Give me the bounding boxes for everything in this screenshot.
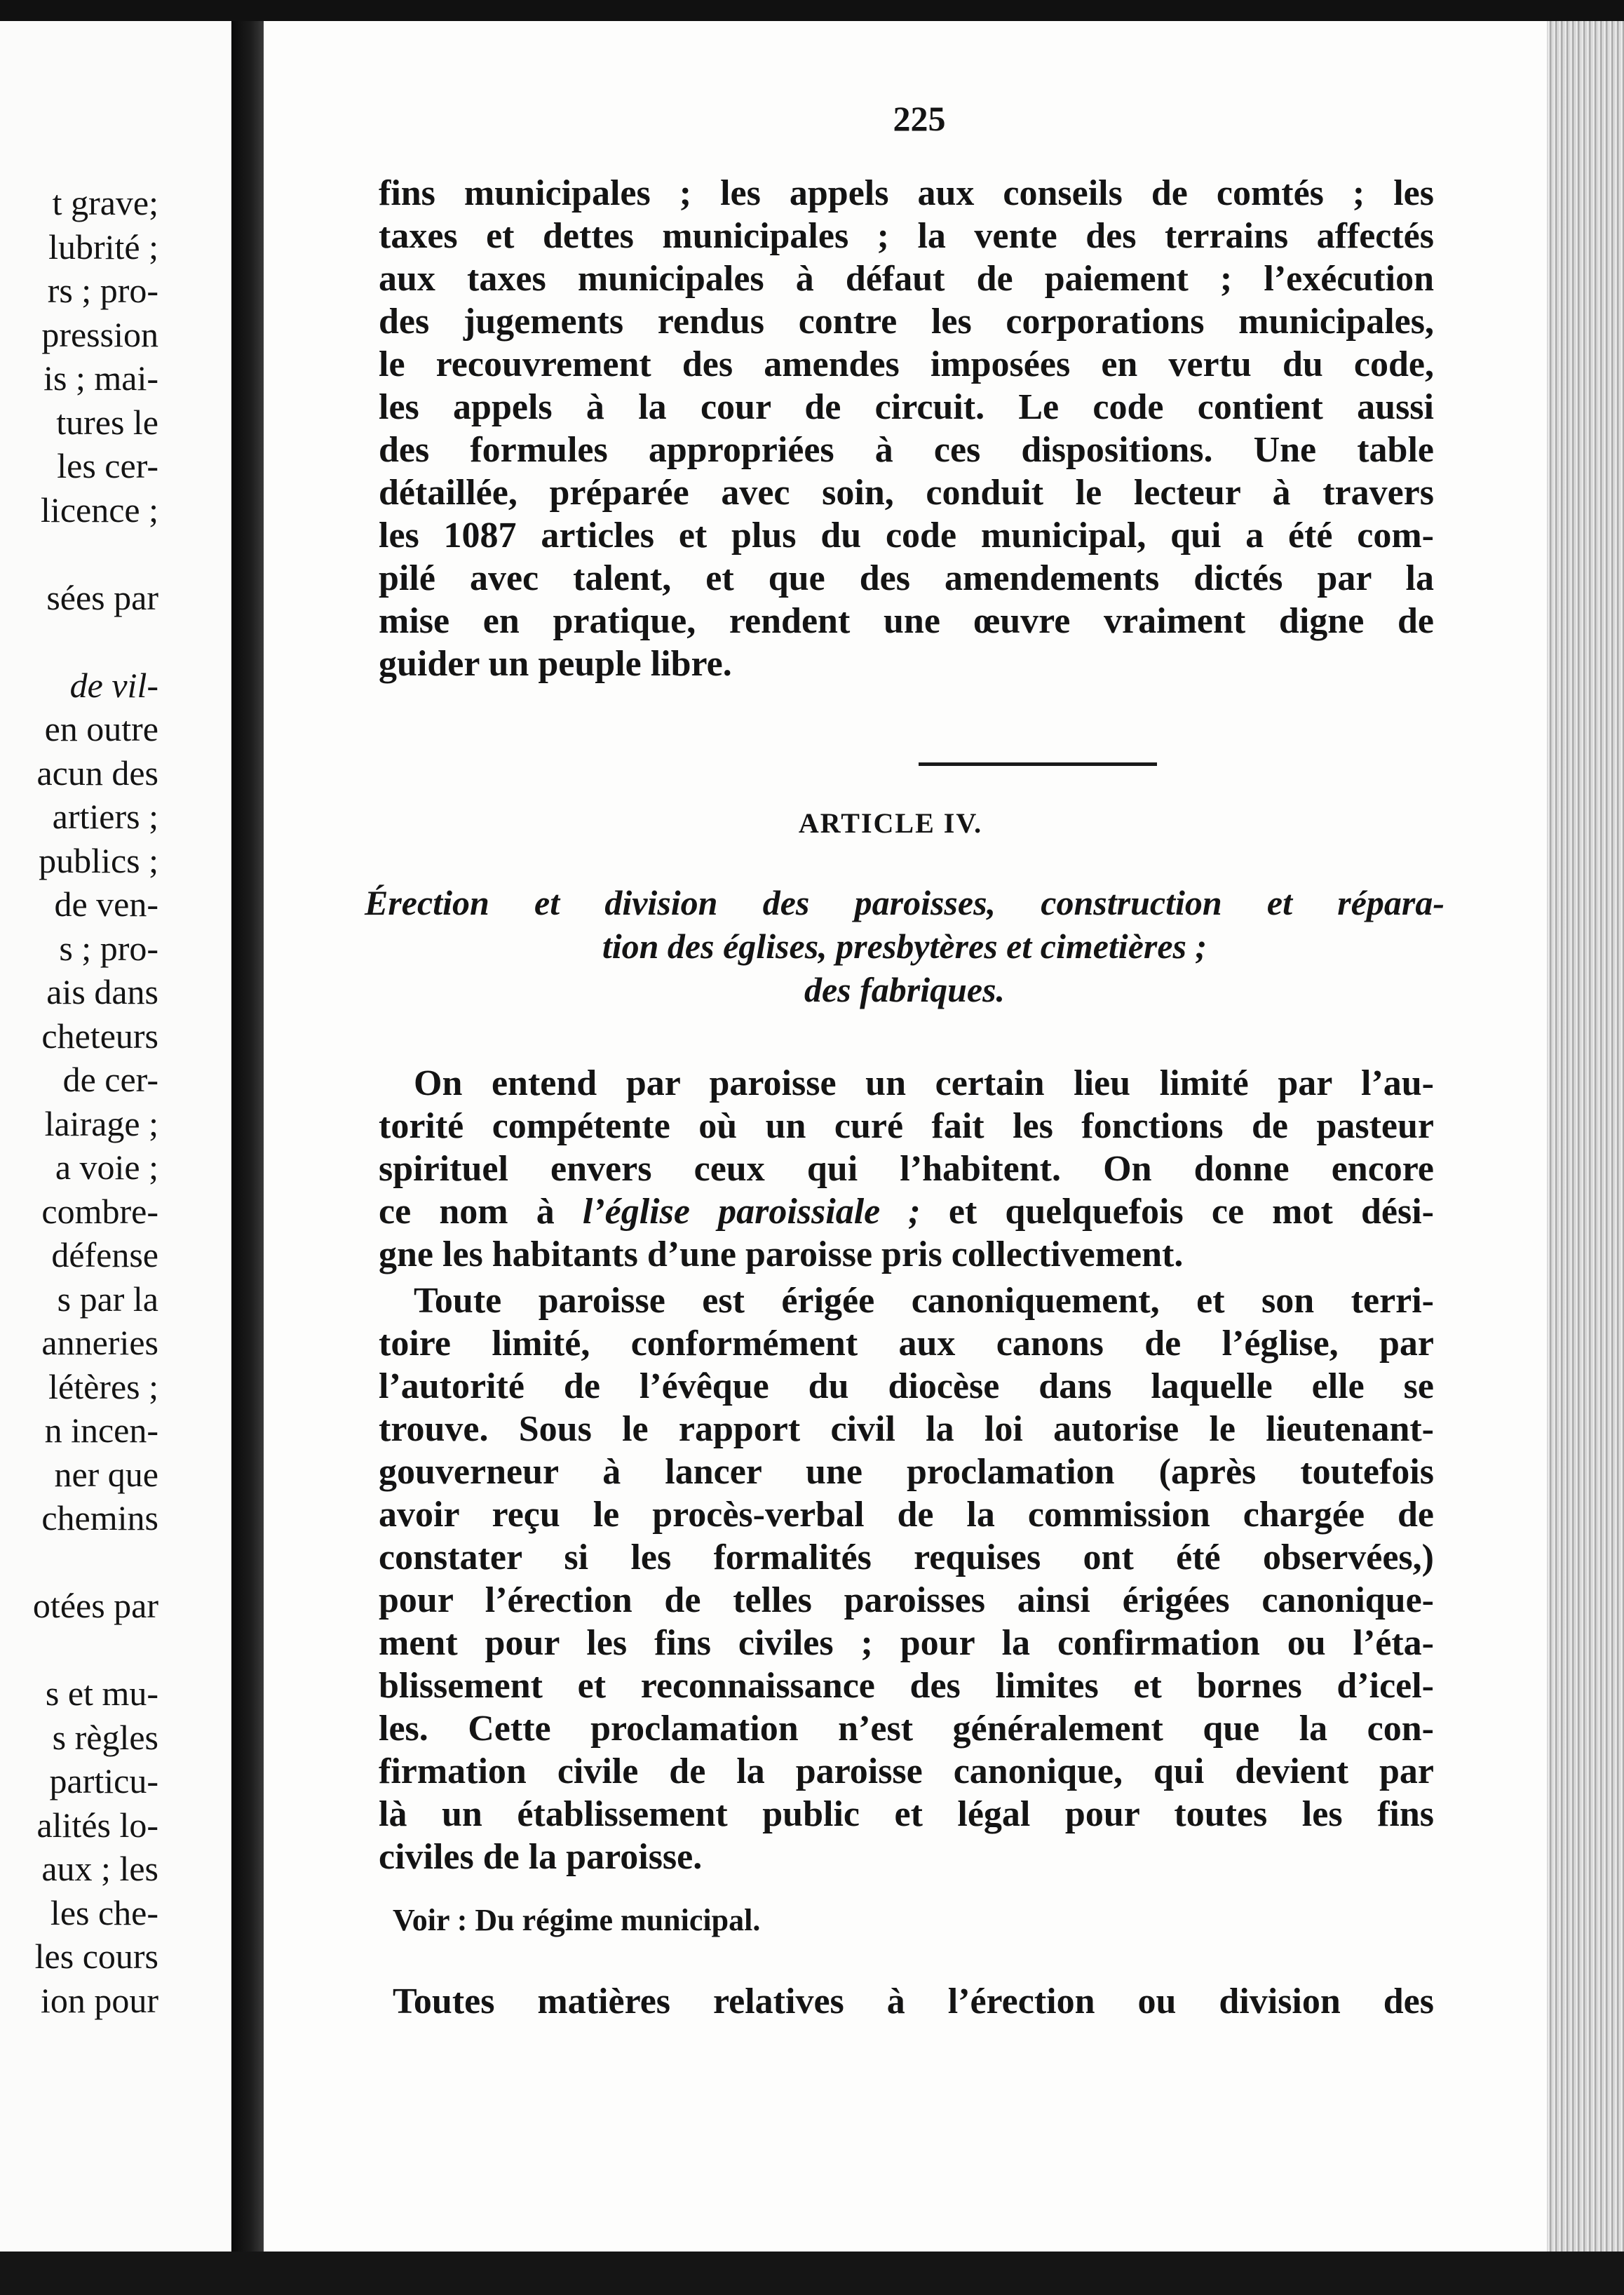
- left-page-line: cheteurs: [41, 1016, 158, 1056]
- text-line: des jugements rendus contre les corporations municipales,: [379, 302, 1434, 342]
- left-page-line: anneries: [41, 1323, 158, 1362]
- left-page-line: létères ;: [48, 1366, 158, 1406]
- left-page-line: [33, 1628, 158, 1672]
- text-line: Toutes matières relatives à l’érection ou division des: [393, 1981, 1434, 2021]
- text-line: les 1087 articles et plus du code municipal, qui a été com-: [379, 516, 1434, 556]
- paragraph-1: [379, 172, 1434, 685]
- text-line: fins municipales ; les appels aux conseils de comtés ; les: [379, 173, 1434, 213]
- text-line: mise en pratique, rendent une œuvre vraiment digne de: [379, 601, 1434, 641]
- text-line: torité compétente où un curé fait les fonctions de pasteur: [379, 1106, 1434, 1146]
- text-fragment: et quelquefois ce mot dési-: [920, 1192, 1434, 1232]
- book-gutter: [231, 21, 264, 2273]
- text-line: constater si les formalités requises ont été observées,): [379, 1537, 1434, 1577]
- article-subtitle: [365, 881, 1444, 1011]
- left-page-line: t grave;: [52, 183, 158, 222]
- text-line: spirituel envers ceux qui l’habitent. On donne encore: [379, 1149, 1434, 1189]
- left-page-line: particu-: [49, 1761, 158, 1801]
- text-line: taxes et dettes municipales ; la vente des terrains affectés: [379, 216, 1434, 256]
- left-page-line: ner que: [54, 1454, 158, 1494]
- left-page-line: en outre: [44, 709, 158, 748]
- subtitle-line: Érection et division des paroisses, construction et répara-: [365, 883, 1444, 922]
- paragraph-4: [379, 1980, 1434, 2023]
- text-line: ment pour les fins civiles ; pour la confirmation ou l’éta-: [379, 1623, 1434, 1663]
- left-page-line: s par la: [57, 1279, 158, 1319]
- left-page-line: artiers ;: [52, 797, 158, 836]
- article-heading: ARTICLE IV.: [798, 807, 983, 839]
- text-line: les appels à la cour de circuit. Le code contient aussi: [379, 387, 1434, 427]
- left-page-line: otées par: [32, 1586, 158, 1625]
- left-page-line: publics ;: [39, 840, 158, 880]
- left-page-line: combre-: [41, 1191, 158, 1231]
- left-page-line: de ven-: [54, 884, 158, 924]
- left-page-line: chemins: [41, 1498, 158, 1537]
- subtitle-line: des fabriques.: [804, 970, 1006, 1009]
- text-line: gne les habitants d’une paroisse pris collectivement.: [379, 1234, 1184, 1274]
- left-page-line: ion pour: [40, 1980, 158, 2020]
- left-page-line: is ; mai-: [43, 358, 158, 398]
- paragraph-2: [379, 1062, 1434, 1276]
- left-page-line: [33, 619, 158, 664]
- left-page-line: de cer-: [62, 1060, 158, 1099]
- text-line: les. Cette proclamation n’est généralement que la con-: [379, 1709, 1434, 1749]
- left-page-line: s et mu-: [45, 1674, 158, 1713]
- text-line: guider un peuple libre.: [379, 644, 732, 684]
- left-page-line: s règles: [52, 1717, 158, 1757]
- text-line: firmation civile de la paroisse canonique, qui devient par: [379, 1751, 1434, 1791]
- left-page-line: les che-: [50, 1892, 158, 1932]
- text-line: le recouvrement des amendes imposées en vertu du code,: [379, 344, 1434, 384]
- left-page-text: [33, 181, 158, 2022]
- text-line: des formules appropriées à ces dispositions. Une table: [379, 430, 1434, 470]
- text-fragment: ce nom à: [379, 1192, 583, 1232]
- left-page-line: lubrité ;: [48, 227, 158, 267]
- left-page-line: s ; pro-: [59, 928, 158, 968]
- left-page-line: a voie ;: [55, 1148, 158, 1187]
- text-line: trouve. Sous le rapport civil la loi autorise le lieutenant-: [379, 1409, 1434, 1449]
- subtitle-line: tion des églises, presbytères et cimetières ;: [602, 927, 1207, 966]
- left-page-line: lairage ;: [44, 1103, 158, 1143]
- scan-border-bottom: [0, 2252, 1624, 2295]
- text-line: détaillée, préparée avec soin, conduit le lecteur à travers: [379, 473, 1434, 513]
- left-page-line: [33, 1540, 158, 1584]
- text-line: l’autorité de l’évêque du diocèse dans laquelle elle se: [379, 1366, 1434, 1406]
- left-page-line: défense: [51, 1235, 158, 1274]
- text-line: pilé avec talent, et que des amendements dictés par la: [379, 558, 1434, 598]
- left-page-line: les cours: [34, 1937, 158, 1976]
- text-line: toire limité, conformément aux canons de l’église, par: [379, 1324, 1434, 1364]
- left-page-line: pression: [41, 314, 158, 354]
- left-page-line: rs ; pro-: [47, 271, 158, 310]
- paragraph-3: [379, 1279, 1434, 1878]
- left-facing-page: [0, 21, 231, 2252]
- left-page-line: n incen-: [44, 1411, 158, 1450]
- text-line: blissement et reconnaissance des limites et bornes d’icel-: [379, 1666, 1434, 1706]
- text-line: pour l’érection de telles paroisses ainsi érigées canonique-: [379, 1580, 1434, 1620]
- text-line: On entend par paroisse un certain lieu limité par l’au-: [414, 1063, 1434, 1103]
- left-page-line: de vil-: [69, 665, 158, 705]
- text-line: Toute paroisse est érigée canoniquement, et son terri-: [414, 1281, 1434, 1321]
- left-page-line: sées par: [46, 577, 158, 617]
- left-page-line: tures le: [56, 402, 158, 442]
- left-page-line: acun des: [36, 753, 158, 793]
- scan-border-top: [0, 0, 1624, 21]
- page-edges: [1547, 21, 1624, 2273]
- text-line: avoir reçu le procès-verbal de la commission chargée de: [379, 1495, 1434, 1535]
- page-number: 225: [893, 99, 946, 138]
- left-page-line: [33, 532, 158, 576]
- text-line: aux taxes municipales à défaut de paiement ; l’exécution: [379, 259, 1434, 299]
- left-page-line: licence ;: [41, 490, 158, 530]
- text-line: là un établissement public et légal pour toutes les fins: [379, 1794, 1434, 1834]
- section-divider: [919, 762, 1157, 766]
- left-page-line: alités lo-: [36, 1805, 158, 1845]
- text-line: gouverneur à lancer une proclamation (après toutefois: [379, 1452, 1434, 1492]
- left-page-line: aux ; les: [41, 1849, 158, 1888]
- text-line: [379, 1190, 1434, 1233]
- cross-reference-note: Voir : Du régime municipal.: [393, 1903, 761, 1937]
- left-page-line: ais dans: [46, 972, 158, 1011]
- left-page-line: les cer-: [57, 446, 158, 485]
- italic-term: l’église paroissiale ;: [582, 1192, 921, 1232]
- text-line: civiles de la paroisse.: [379, 1837, 703, 1877]
